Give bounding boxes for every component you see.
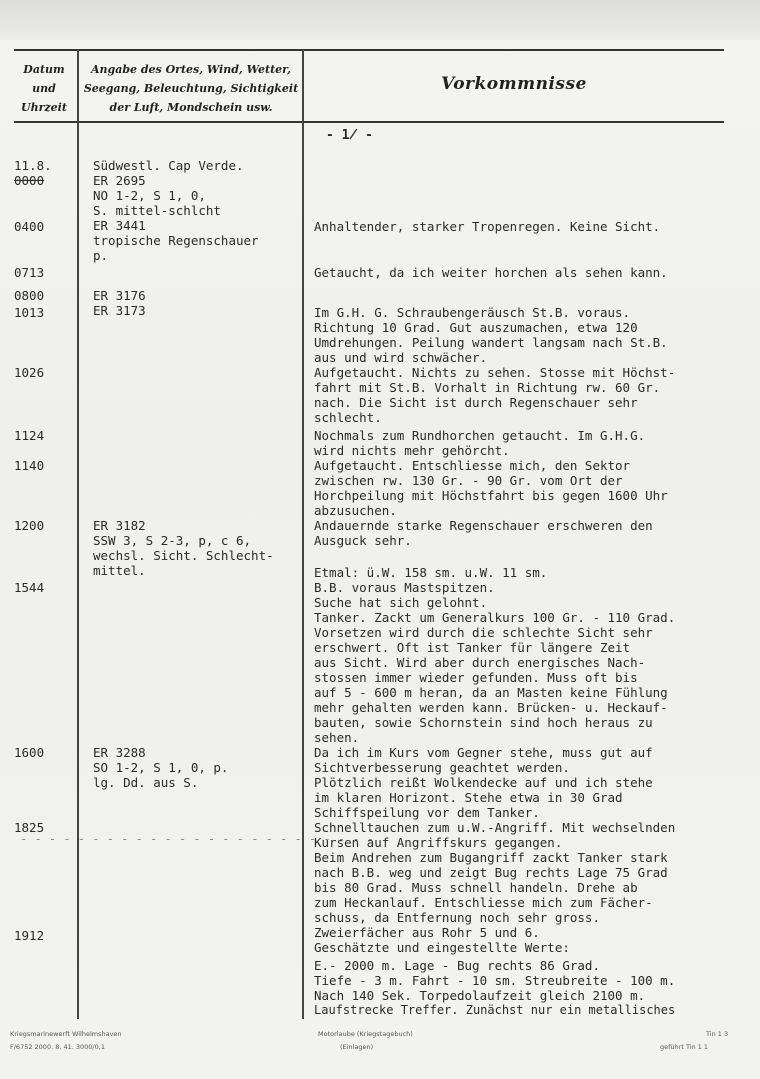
place-entry: ER 3176 bbox=[93, 288, 146, 303]
time-entry: 0800 bbox=[14, 288, 45, 303]
event-line: Schiffspeilung vor dem Tanker. bbox=[314, 805, 540, 820]
event-line: Sichtverbesserung geachtet werden. bbox=[314, 760, 570, 775]
event-line: Aufgetaucht. Entschliesse mich, den Sektor bbox=[314, 458, 631, 473]
place-entry: S. mittel-schlcht bbox=[93, 203, 221, 218]
event-line: Kursen auf Angriffskurs gegangen. bbox=[314, 835, 563, 850]
header-datum-line: und bbox=[32, 82, 56, 95]
time-entry: 1544 bbox=[14, 580, 45, 595]
time-entry: 0713 bbox=[14, 265, 45, 280]
footer-center-1: Motorlaube (Kriegstagebuch) bbox=[318, 1030, 413, 1038]
event-line: aus Sicht. Wird aber durch energisches Nach- bbox=[314, 655, 646, 670]
place-entry: tropische Regenschauer bbox=[93, 233, 259, 248]
column-divider-1 bbox=[77, 49, 79, 1019]
event-line: Aufgetaucht. Nichts zu sehen. Stosse mit Höchst- bbox=[314, 365, 676, 380]
event-line: Plötzlich reißt Wolkendecke auf und ich stehe bbox=[314, 775, 653, 790]
event-line: zwischen rw. 130 Gr. - 90 Gr. vom Ort der bbox=[314, 473, 623, 488]
place-entry: lg. Dd. aus S. bbox=[93, 775, 199, 790]
event-line: B.B. voraus Mastspitzen. bbox=[314, 580, 495, 595]
footer-left-2: F/6752 2000. 8. 41. 3000/0,1 bbox=[10, 1043, 105, 1051]
place-entry: ER 3441 bbox=[93, 218, 146, 233]
event-line: Beim Andrehen zum Bugangriff zackt Tanker stark bbox=[314, 850, 668, 865]
event-line: Im G.H. G. Schraubengeräusch St.B. voraus. bbox=[314, 305, 631, 320]
place-entry: ER 3173 bbox=[93, 303, 146, 318]
dotted-separator: - - - - - - - - - - - - - - - - - - - - - - - - - bbox=[20, 832, 375, 846]
event-line: Nochmals zum Rundhorchen getaucht. Im G.H.G. bbox=[314, 428, 646, 443]
event-line: Richtung 10 Grad. Gut auszumachen, etwa 120 bbox=[314, 320, 638, 335]
place-entry: ER 3288 bbox=[93, 745, 146, 760]
event-line: Umdrehungen. Peilung wandert langsam nach St.B. bbox=[314, 335, 668, 350]
event-line: Tiefe - 3 m. Fahrt - 10 sm. Streubreite - 100 m. bbox=[314, 973, 676, 988]
header-datum-line: Datum bbox=[23, 63, 65, 76]
event-line: Vorsetzen wird durch die schlechte Sicht sehr bbox=[314, 625, 653, 640]
header-angabe-line: Angabe des Ortes, Wind, Wetter, bbox=[90, 63, 292, 76]
event-line: im klaren Horizont. Stehe etwa in 30 Grad bbox=[314, 790, 623, 805]
time-entry: 1026 bbox=[14, 365, 45, 380]
event-line: Tanker. Zackt um Generalkurs 100 Gr. - 110 Grad. bbox=[314, 610, 676, 625]
footer-right-2: geführt Tin 1 1 bbox=[660, 1043, 709, 1051]
event-line: stossen immer wieder gefunden. Muss oft bis bbox=[314, 670, 638, 685]
event-line: bauten, sowie Schornstein sind hoch heraus zu bbox=[314, 715, 653, 730]
place-entry: NO 1-2, S 1, 0, bbox=[93, 188, 206, 203]
place-entry: p. bbox=[93, 248, 109, 263]
event-line: Nach 140 Sek. Torpedolaufzeit gleich 2100 m. bbox=[314, 988, 646, 1003]
event-line: Laufstrecke Treffer. Zunächst nur ein metallisches bbox=[314, 1003, 676, 1017]
footer-right-1: Tin 1 3 bbox=[706, 1030, 729, 1038]
footer-left-1: Kriegsmarinewerft Wilhelmshaven bbox=[10, 1030, 122, 1038]
header-vorkommnisse: Vorkommnisse bbox=[441, 74, 587, 94]
event-line: Zweierfächer aus Rohr 5 und 6. bbox=[314, 925, 540, 940]
event-line: Suche hat sich gelohnt. bbox=[314, 595, 488, 610]
event-line: wird nichts mehr gehörcht. bbox=[314, 443, 510, 458]
event-line: Schnelltauchen zum u.W.-Angriff. Mit wechselnden bbox=[314, 820, 676, 835]
event-line: nach. Die Sicht ist durch Regenschauer sehr bbox=[314, 395, 638, 410]
event-line: schlecht. bbox=[314, 410, 382, 425]
events-column bbox=[314, 0, 759, 1079]
time-entry: 1600 bbox=[14, 745, 45, 760]
header-angabe-line: der Luft, Mondschein usw. bbox=[109, 101, 273, 114]
event-line: Ausguck sehr. bbox=[314, 533, 412, 548]
event-line: sehen. bbox=[314, 730, 360, 745]
time-entry: 1013 bbox=[14, 305, 45, 320]
event-line: abzusuchen. bbox=[314, 503, 397, 518]
place-entry: SSW 3, S 2-3, p, c 6, bbox=[93, 533, 252, 548]
time-entry: 1825 bbox=[14, 820, 45, 835]
event-line: nach B.B. weg und zeigt Bug rechts Lage 75 Grad bbox=[314, 865, 668, 880]
time-entry: 0400 bbox=[14, 219, 45, 234]
event-line: Da ich im Kurs vom Gegner stehe, muss gut auf bbox=[314, 745, 653, 760]
event-line: Anhaltender, starker Tropenregen. Keine Sicht. bbox=[314, 219, 661, 234]
header-datum-line: Uhrzeit bbox=[21, 101, 67, 114]
place-entry: ER 3182 bbox=[93, 518, 146, 533]
event-line: Etmal: ü.W. 158 sm. u.W. 11 sm. bbox=[314, 565, 548, 580]
time-entry: 1912 bbox=[14, 928, 45, 943]
place-entry: SO 1-2, S 1, 0, p. bbox=[93, 760, 229, 775]
event-line: schuss, da Entfernung noch sehr gross. bbox=[314, 910, 600, 925]
event-line: Geschätzte und eingestellte Werte: bbox=[314, 940, 570, 955]
page-number: - 1̸ - bbox=[326, 128, 373, 143]
event-line: mehr gehalten werden kann. Brücken- u. Heckauf- bbox=[314, 700, 668, 715]
place-entry: wechsl. Sicht. Schlecht- bbox=[93, 548, 274, 563]
event-line: aus und wird schwächer. bbox=[314, 350, 488, 365]
time-entry: 1140 bbox=[14, 458, 45, 473]
time-column bbox=[14, 0, 76, 1079]
event-line: Andauernde starke Regenschauer erschweren den bbox=[314, 518, 653, 533]
place-entry: mittel. bbox=[93, 563, 146, 578]
time-entry: 1200 bbox=[14, 518, 45, 533]
footer-center-2: (Einlagen) bbox=[340, 1043, 374, 1051]
event-line: auf 5 - 600 m heran, da an Masten keine Fühlung bbox=[314, 685, 668, 700]
time-entry: 1124 bbox=[14, 428, 45, 443]
place-entry: Südwestl. Cap Verde. bbox=[93, 158, 244, 173]
time-entry: 0000 bbox=[14, 173, 45, 188]
event-line: Getaucht, da ich weiter horchen als sehen kann. bbox=[314, 265, 668, 280]
event-line: zum Heckanlauf. Entschliesse mich zum Fächer- bbox=[314, 895, 653, 910]
event-line: bis 80 Grad. Muss schnell handeln. Drehe ab bbox=[314, 880, 638, 895]
event-line: Horchpeilung mit Höchstfahrt bis gegen 1600 Uhr bbox=[314, 488, 668, 503]
header-angabe-line: Seegang, Beleuchtung, Sichtigkeit bbox=[83, 82, 299, 95]
event-line: fahrt mit St.B. Vorhalt in Richtung rw. 60 Gr. bbox=[314, 380, 661, 395]
place-entry: ER 2695 bbox=[93, 173, 146, 188]
time-entry: 11.8. bbox=[14, 158, 52, 173]
event-line: erschwert. Oft ist Tanker für längere Zeit bbox=[314, 640, 631, 655]
event-line: E.- 2000 m. Lage - Bug rechts 86 Grad. bbox=[314, 958, 600, 973]
place-column bbox=[93, 0, 308, 1079]
